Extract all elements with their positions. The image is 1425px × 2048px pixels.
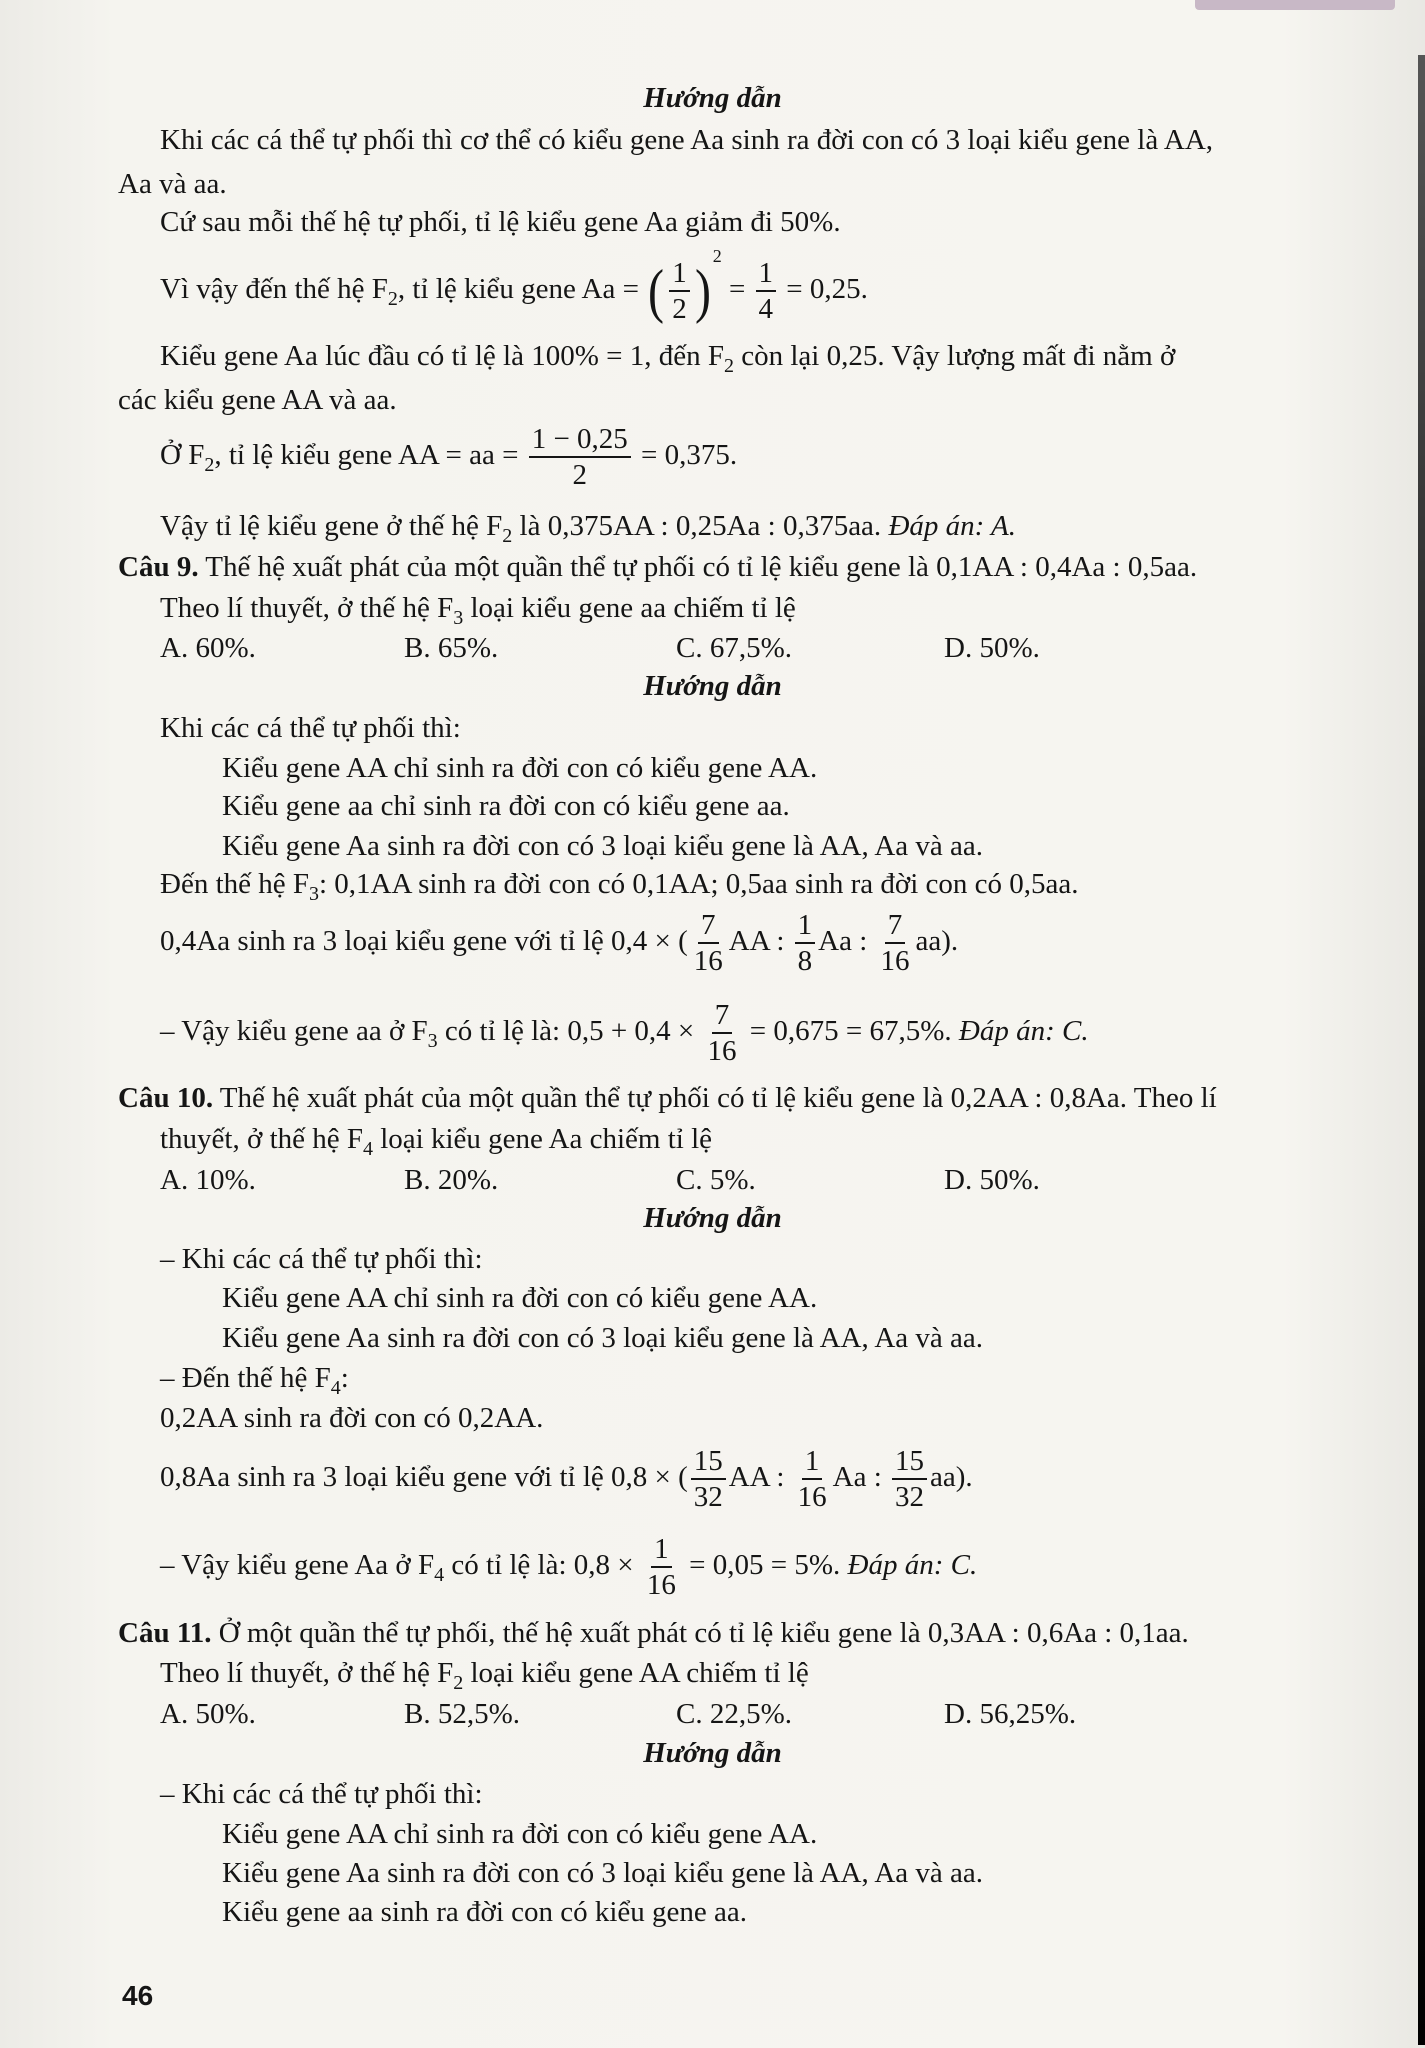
text-line: Theo lí thuyết, ở thế hệ $F_2$ loại kiểu gene AA chiếm tỉ lệ — [160, 1657, 809, 1694]
text-line: Kiểu gene Aa sinh ra đời con có 3 loại kiểu gene là AA, Aa và aa. — [222, 1857, 984, 1889]
question-10: Câu 10. Thế hệ xuất phát của một quần thể tự phối có tỉ lệ kiểu gene là 0,2AA : 0,8Aa. Theo lí — [118, 1082, 1217, 1114]
text-line: Kiểu gene aa chỉ sinh ra đời con có kiểu gene aa. — [222, 790, 790, 822]
option-c: C. 67,5%. — [676, 632, 792, 664]
question-9: Câu 9. Thế hệ xuất phát của một quần thể tự phối có tỉ lệ kiểu gene là 0,1AA : 0,4Aa : 0,5aa. — [118, 551, 1198, 583]
exponent: 2 — [712, 246, 722, 266]
answer: Đáp án: C. — [958, 1015, 1089, 1048]
text-line: Kiểu gene aa sinh ra đời con có kiểu gene aa. — [222, 1896, 748, 1928]
paren-close: ) — [694, 258, 711, 325]
fraction: $\frac{1}{16}$ — [646, 1533, 676, 1602]
fraction: $\frac{7}{16}$ — [693, 909, 723, 978]
text-fragment: Vì vậy đến thế hệ F — [160, 273, 388, 305]
formula-line: – Vậy kiểu gene aa ở $F_3$ có tỉ lệ là: 0,5 + 0,4 × $\frac{7}{16}$ = 0,675 = 67,5%. Đáp án: C. — [160, 999, 1089, 1068]
fraction: $\frac{7}{16}$ — [707, 999, 737, 1068]
page-edge-tab — [1195, 0, 1395, 10]
option-b: B. 65%. — [404, 632, 499, 664]
text-line: thuyết, ở thế hệ $F_4$ loại kiểu gene Aa chiếm tỉ lệ — [160, 1123, 713, 1160]
text-line: các kiểu gene AA và aa. — [118, 384, 397, 416]
fraction: $\frac{15}{32}$ — [892, 1446, 927, 1513]
text-line: Kiểu gene AA chỉ sinh ra đời con có kiểu gene AA. — [222, 752, 818, 784]
page-number: 46 — [122, 1980, 154, 2011]
option-d: D. 56,25%. — [944, 1698, 1077, 1730]
fraction: $\frac{7}{16}$ — [880, 909, 910, 978]
text-fragment: , tỉ lệ kiểu gene Aa = — [397, 273, 639, 305]
text-line: Kiểu gene Aa sinh ra đời con có 3 loại kiểu gene là AA, Aa và aa. — [222, 830, 984, 862]
formula-line: Ở $F_2$, tỉ lệ kiểu gene AA = aa = $\frac{1 - 0,25}{2}$ = 0,375. — [160, 423, 738, 492]
question-label: Câu 11. — [118, 1617, 212, 1649]
text-line: Theo lí thuyết, ở thế hệ $F_3$ loại kiểu gene aa chiếm tỉ lệ — [160, 592, 796, 629]
fraction: $\frac{1}{8}$ — [795, 910, 816, 977]
text-line: Vậy tỉ lệ kiểu gene ở thế hệ $F_2$ là 0,375AA : 0,25Aa : 0,375aa. Đáp án: A. — [160, 510, 1016, 547]
question-11: Câu 11. Ở một quần thể tự phối, thế hệ xuất phát có tỉ lệ kiểu gene là 0,3AA : 0,6Aa : 0,1aa. — [118, 1617, 1189, 1649]
text-line: Cứ sau mỗi thế hệ tự phối, tỉ lệ kiểu gene Aa giảm đi 50%. — [160, 206, 841, 238]
fraction: $\frac{1 - 0,25}{2}$ — [529, 424, 631, 491]
text-line: Đến thế hệ $F_3$: 0,1AA sinh ra đời con có 0,1AA; 0,5aa sinh ra đời con có 0,5aa. — [160, 868, 1079, 905]
subscript: 2 — [387, 287, 398, 310]
heading-guidance-3: Hướng dẫn — [643, 1202, 782, 1234]
option-a: A. 60%. — [160, 632, 256, 664]
formula-line: 0,8Aa sinh ra 3 loại kiểu gene với tỉ lệ 0,8 × ( $\frac{15}{32}$ AA : $\frac{1}{16}$ Aa : $\frac{15}{32}$ aa). — [160, 1445, 973, 1514]
fraction: $\frac{1}{16}$ — [797, 1445, 827, 1514]
heading-guidance-2: Hướng dẫn — [643, 670, 782, 702]
question-label: Câu 9. — [118, 551, 199, 583]
text-line: Kiểu gene AA chỉ sinh ra đời con có kiểu gene AA. — [222, 1282, 818, 1314]
option-a: A. 10%. — [160, 1164, 256, 1196]
text-line: 0,2AA sinh ra đời con có 0,2AA. — [160, 1402, 544, 1434]
option-d: D. 50%. — [944, 1164, 1040, 1196]
formula-line: 0,4Aa sinh ra 3 loại kiểu gene với tỉ lệ 0,4 × ( $\frac{7}{16}$ AA : $\frac{1}{8}$ Aa : $\frac{7}{16}$ aa). — [160, 909, 959, 978]
text-line: Khi các cá thể tự phối thì cơ thể có kiểu gene Aa sinh ra đời con có 3 loại kiểu gene là AA, — [160, 124, 1214, 156]
text-fragment: = 0,25. — [786, 273, 868, 305]
text-line: Kiểu gene Aa sinh ra đời con có 3 loại kiểu gene là AA, Aa và aa. — [222, 1322, 984, 1354]
question-label: Câu 10. — [118, 1082, 214, 1114]
option-d: D. 50%. — [944, 632, 1040, 664]
fraction: $\frac{15}{32}$ — [691, 1446, 726, 1513]
formula-line: – Vậy kiểu gene Aa ở $F_4$ có tỉ lệ là: 0,8 × $\frac{1}{16}$ = 0,05 = 5%. Đáp án: C. — [160, 1533, 978, 1602]
text-line: Kiểu gene AA chỉ sinh ra đời con có kiểu gene AA. — [222, 1818, 818, 1850]
heading-guidance-4: Hướng dẫn — [643, 1737, 782, 1769]
option-b: B. 52,5%. — [404, 1698, 520, 1730]
text-line: Aa và aa. — [118, 168, 227, 200]
text-fragment: = — [728, 273, 746, 305]
text-line: Khi các cá thể tự phối thì: — [160, 712, 461, 744]
answer: Đáp án: A. — [888, 510, 1016, 542]
text-line: Kiểu gene Aa lúc đầu có tỉ lệ là 100% = 1, đến $F_2$ còn lại 0,25. Vậy lượng mất đi nằm ở — [160, 340, 1176, 377]
option-a: A. 50%. — [160, 1698, 256, 1730]
paren-open: ( — [648, 258, 665, 325]
answer: Đáp án: C. — [847, 1549, 978, 1582]
text-line: – Khi các cá thể tự phối thì: — [160, 1243, 483, 1275]
option-c: C. 22,5%. — [676, 1698, 792, 1730]
fraction: $\frac{1}{4}$ — [756, 258, 777, 325]
text-line: – Khi các cá thể tự phối thì: — [160, 1778, 483, 1810]
heading-guidance-1: Hướng dẫn — [643, 82, 782, 114]
text-line: – Đến thế hệ $F_4$: — [160, 1362, 349, 1399]
formula-line — [160, 246, 868, 325]
fraction: $\frac{1}{2}$ — [669, 258, 690, 325]
option-b: B. 20%. — [404, 1164, 499, 1196]
option-c: C. 5%. — [676, 1164, 756, 1196]
